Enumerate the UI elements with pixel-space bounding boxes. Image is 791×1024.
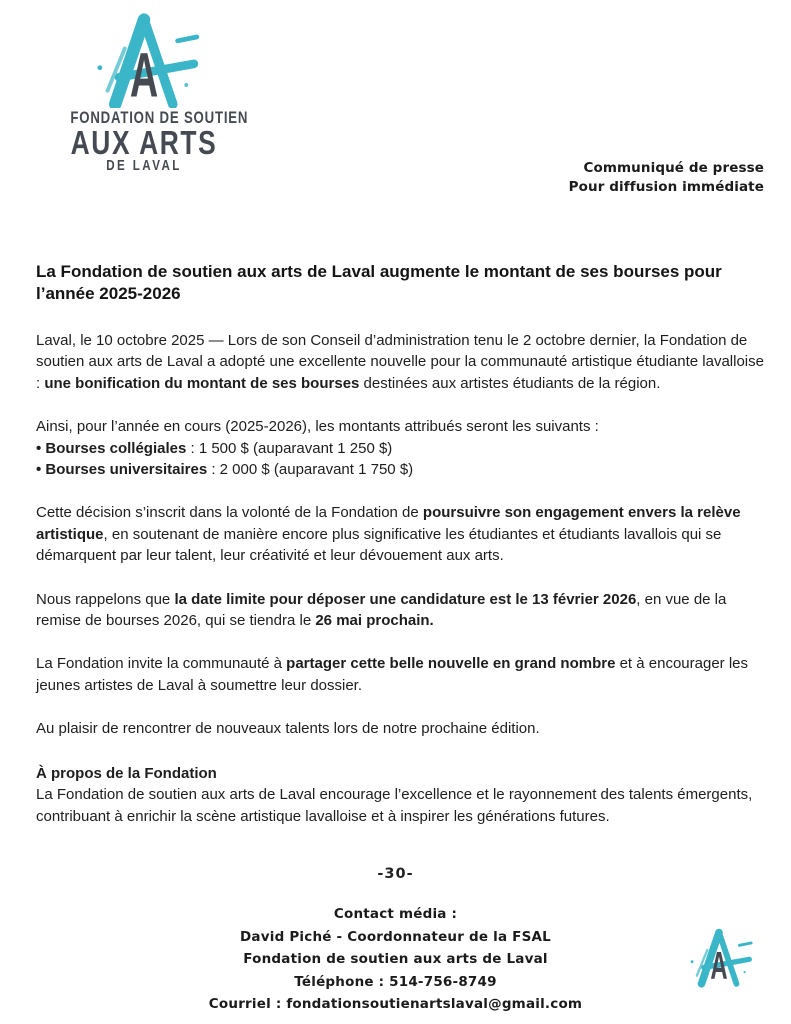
contact-heading: Contact média : (333, 906, 458, 922)
paragraph-decision: Cette décision s’inscrit dans la volonté de la Fondation de poursuivre son engagement envers la relève artistique, en soutenant de manière encore plus significative les étudiantes et étudiants lavallois qui se démarquent par leur talent, leur créativité et leur dévouement aux arts. (36, 504, 741, 565)
paragraph-closing: Au plaisir de rencontrer de nouveaux talents lors de notre prochaine édition. (36, 720, 540, 738)
logo-name-line3: DE LAVAL (106, 158, 182, 174)
svg-text:A: A (129, 39, 159, 108)
amounts-list-intro: Ainsi, pour l’année en cours (2025-2026), les montants attribués seront les suivants : (36, 418, 599, 436)
release-mode: Pour diffusion immédiate (568, 179, 764, 195)
fsal-logo-mark-icon (84, 12, 204, 108)
release-info (569, 159, 764, 197)
about-section (36, 763, 768, 827)
fsal-logo-small (684, 926, 754, 990)
paragraph-announcement: Laval, le 10 octobre 2025 — Lors de son Conseil d’administration tenu le 2 octobre dernier, la Fondation de soutien aux arts de Laval a adopté une excellente nouvelle pour la communauté artistique étudiante lavalloise : une bonification du montant de ses bourses destinées aux artistes étudiants de la région. (36, 332, 764, 392)
contact-phone: Téléphone : 514-756-8749 (294, 973, 497, 990)
amounts-list (36, 416, 768, 480)
release-type: Communiqué de presse (583, 160, 764, 176)
press-release-body (36, 261, 768, 827)
about-heading: À propos de la Fondation (36, 764, 217, 782)
about-body: La Fondation de soutien aux arts de Laval encourage l’excellence et le rayonnement des talents émergents, contribuant à enrichir la scène artistique lavalloise et à inspirer les générations futures. (36, 786, 753, 825)
logo-name-line2: AUX ARTS (70, 124, 218, 161)
contact-email: Courriel : fondationsoutienartslaval@gmail.com (208, 996, 583, 1012)
media-contact-block (0, 903, 791, 1016)
paragraph-invitation: La Fondation invite la communauté à partager cette belle nouvelle en grand nombre et à encourager les jeunes artistes de Laval à soumettre leur dossier. (36, 655, 749, 694)
svg-text:A: A (710, 944, 728, 988)
logo-name-line1: FONDATION DE SOUTIEN (70, 109, 249, 127)
end-mark: -30- (377, 866, 414, 882)
bullet-bourses-collegiales: • Bourses collégiales : 1 500 $ (auparavant 1 250 $) (36, 439, 393, 457)
contact-person: David Piché - Coordonnateur de la FSAL (240, 928, 551, 945)
bullet-bourses-universitaires: • Bourses universitaires : 2 000 $ (auparavant 1 750 $) (36, 461, 414, 479)
fsal-logo-mark-small-icon (684, 926, 754, 988)
contact-organization: Fondation de soutien aux arts de Laval (243, 951, 548, 967)
page-title: La Fondation de soutien aux arts de Laval augmente le montant de ses bourses pour l’année 2025-2026 (36, 262, 722, 303)
paragraph-deadline: Nous rappelons que la date limite pour déposer une candidature est le 13 février 2026, en vue de la remise de bourses 2026, qui se tiendra le 26 mai prochain. (36, 590, 727, 630)
fsal-logo (52, 12, 249, 174)
